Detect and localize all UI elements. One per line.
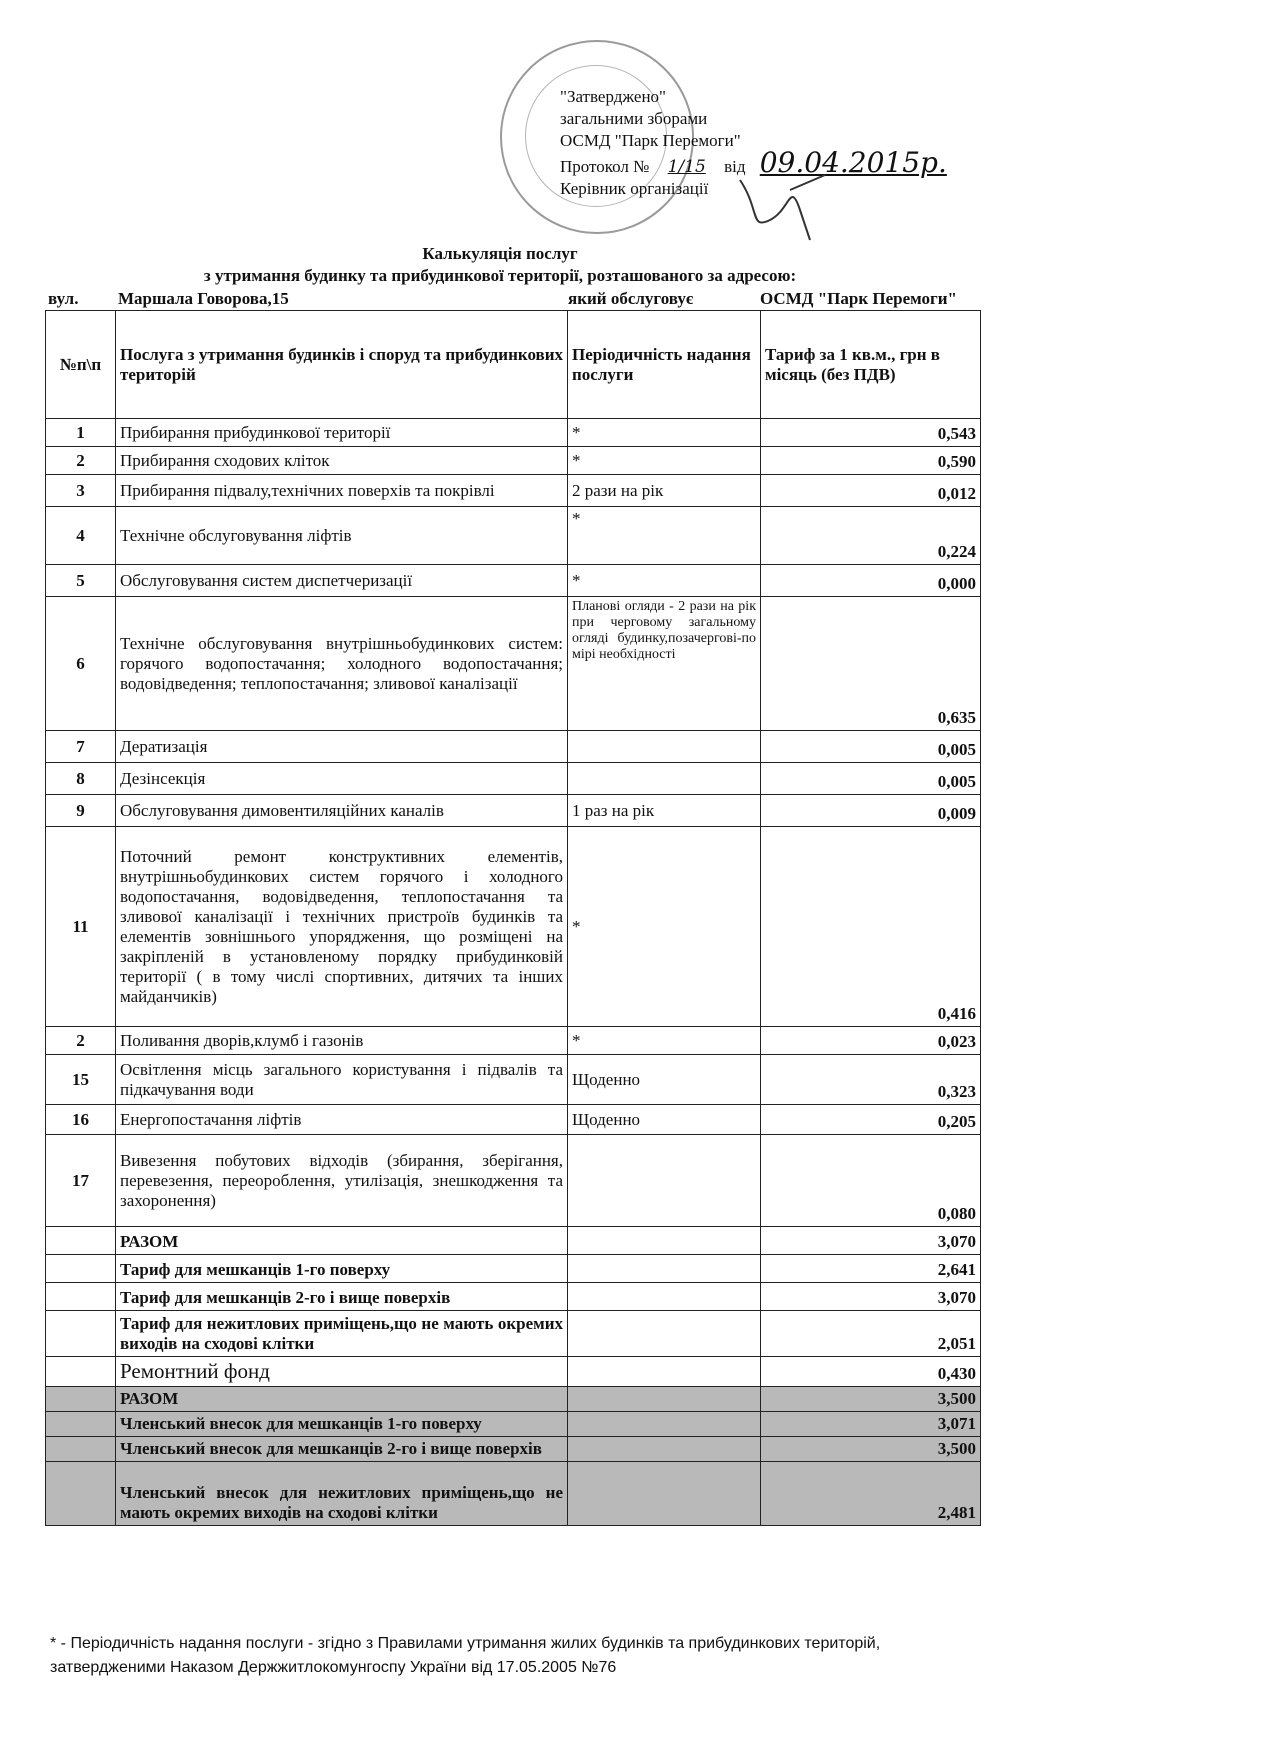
row-period (568, 731, 761, 763)
row-number: 8 (46, 763, 116, 795)
table-row (46, 763, 981, 795)
approval-line-5: Керівник організації (560, 179, 709, 198)
approval-line-3: ОСМД "Парк Перемоги" (560, 131, 741, 150)
repair-period-cell (568, 1357, 761, 1387)
membership-value: 3,500 (761, 1437, 981, 1462)
summary-value: 3,070 (761, 1283, 981, 1311)
table-row (46, 731, 981, 763)
table-row (46, 1055, 981, 1105)
membership-label: Членський внесок для мешканців 1-го поверху (116, 1412, 568, 1437)
table-row (46, 507, 981, 565)
summary-label: РАЗОМ (116, 1227, 568, 1255)
approval-line-1: "Затверджено" (560, 87, 666, 106)
served-by-label: який обслуговує (568, 289, 694, 308)
row-service: Поточний ремонт конструктивних елементів, внутрішньобудинкових систем горячого і холодного водопостачання, водовідведення, теплопостачання та зливової каналізації і технічних пристроїв будинків та елементів зовнішнього упорядження, що розміщені на закріпленій в установленому порядку прибудинковій території ( в тому числі спортивних, дитячих та інших майданчиків) (116, 827, 568, 1027)
membership-row (46, 1462, 981, 1526)
header-period: Періодичність надання послуги (568, 311, 761, 419)
repair-fund-value: 0,430 (761, 1357, 981, 1387)
row-period: * (568, 419, 761, 447)
row-service: Обслуговування димовентиляційних каналів (116, 795, 568, 827)
row-tariff: 0,000 (761, 565, 981, 597)
row-period: 2 рази на рік (568, 475, 761, 507)
membership-label: РАЗОМ (116, 1387, 568, 1412)
row-tariff: 0,005 (761, 731, 981, 763)
header-service: Послуга з утримання будинків і споруд та прибудинкових територій (116, 311, 568, 419)
summary-row (46, 1255, 981, 1283)
summary-row (46, 1311, 981, 1357)
row-period: Щоденно (568, 1055, 761, 1105)
footnote (50, 1632, 990, 1680)
membership-value: 3,500 (761, 1387, 981, 1412)
row-period (568, 1135, 761, 1227)
membership-row (46, 1412, 981, 1437)
row-service: Технічне обслуговування внутрішньобудинкових систем: горячого водопостачання; холодного водопостачання; водовідведення; теплопостачання; зливової каналізації (116, 597, 568, 731)
row-service: Прибирання прибудинкової території (116, 419, 568, 447)
address-prefix: вул. (48, 289, 79, 308)
row-period: * (568, 1027, 761, 1055)
protocol-number: 1/15 (667, 157, 706, 177)
row-service: Технічне обслуговування ліфтів (116, 507, 568, 565)
row-tariff: 0,023 (761, 1027, 981, 1055)
summary-label: Тариф для нежитлових приміщень,що не мають окремих виходів на сходові клітки (116, 1311, 568, 1357)
row-tariff: 0,080 (761, 1135, 981, 1227)
row-tariff: 0,635 (761, 597, 981, 731)
summary-label: Тариф для мешканців 2-го і вище поверхів (116, 1283, 568, 1311)
row-period: * (568, 565, 761, 597)
table-row (46, 597, 981, 731)
summary-value: 2,051 (761, 1311, 981, 1357)
summary-num-cell (46, 1311, 116, 1357)
row-service: Дератизація (116, 731, 568, 763)
summary-value: 2,641 (761, 1255, 981, 1283)
membership-num-cell (46, 1437, 116, 1462)
summary-period-cell (568, 1311, 761, 1357)
row-service: Прибирання підвалу,технічних поверхів та покрівлі (116, 475, 568, 507)
protocol-from: від (724, 157, 746, 176)
table-row (46, 1105, 981, 1135)
row-period (568, 763, 761, 795)
table-header-row (46, 311, 981, 419)
repair-fund-row (46, 1357, 981, 1387)
row-period: * (568, 447, 761, 475)
row-number: 5 (46, 565, 116, 597)
summary-row (46, 1227, 981, 1255)
table-row (46, 1135, 981, 1227)
membership-period-cell (568, 1387, 761, 1412)
table-row (46, 475, 981, 507)
summary-num-cell (46, 1283, 116, 1311)
summary-num-cell (46, 1227, 116, 1255)
row-number: 3 (46, 475, 116, 507)
row-number: 15 (46, 1055, 116, 1105)
row-number: 2 (46, 447, 116, 475)
membership-label: Членський внесок для нежитлових приміщень,що не мають окремих виходів на сходові клітки (116, 1462, 568, 1526)
row-number: 1 (46, 419, 116, 447)
row-period: Планові огляди - 2 рази на рік при черговому загальному огляді будинку,позачергові-по мірі необхідності (568, 597, 761, 731)
summary-period-cell (568, 1283, 761, 1311)
repair-fund-label: Ремонтний фонд (116, 1357, 568, 1387)
row-service: Енергопостачання ліфтів (116, 1105, 568, 1135)
table-row (46, 419, 981, 447)
membership-value: 3,071 (761, 1412, 981, 1437)
header-num: №п\п (46, 311, 116, 419)
document-title: Калькуляція послуг (422, 244, 578, 263)
summary-row (46, 1283, 981, 1311)
footnote-line-2: затвердженими Наказом Держжитлокомунгоспу України від 17.05.2005 №76 (50, 1659, 617, 1676)
membership-period-cell (568, 1462, 761, 1526)
row-tariff: 0,590 (761, 447, 981, 475)
summary-num-cell (46, 1255, 116, 1283)
row-number: 2 (46, 1027, 116, 1055)
row-number: 6 (46, 597, 116, 731)
row-tariff: 0,005 (761, 763, 981, 795)
summary-period-cell (568, 1227, 761, 1255)
summary-period-cell (568, 1255, 761, 1283)
row-number: 17 (46, 1135, 116, 1227)
repair-num-cell (46, 1357, 116, 1387)
row-service: Вивезення побутових відходів (збирання, зберігання, перевезення, переороблення, утилізація, знешкодження та захоронення) (116, 1135, 568, 1227)
membership-num-cell (46, 1387, 116, 1412)
row-tariff: 0,416 (761, 827, 981, 1027)
row-service: Прибирання сходових кліток (116, 447, 568, 475)
header-tariff: Тариф за 1 кв.м., грн в місяць (без ПДВ) (761, 311, 981, 419)
membership-period-cell (568, 1412, 761, 1437)
row-tariff: 0,012 (761, 475, 981, 507)
protocol-prefix: Протокол № (560, 157, 650, 176)
membership-label: Членський внесок для мешканців 2-го і вище поверхів (116, 1437, 568, 1462)
row-number: 16 (46, 1105, 116, 1135)
row-tariff: 0,009 (761, 795, 981, 827)
membership-row (46, 1387, 981, 1412)
row-period: * (568, 507, 761, 565)
row-period: Щоденно (568, 1105, 761, 1135)
table-row (46, 447, 981, 475)
row-tariff: 0,205 (761, 1105, 981, 1135)
membership-num-cell (46, 1412, 116, 1437)
row-tariff: 0,224 (761, 507, 981, 565)
row-tariff: 0,543 (761, 419, 981, 447)
row-number: 9 (46, 795, 116, 827)
footnote-line-1: * - Періодичність надання послуги - згідно з Правилами утримання жилих будинків та прибудинкових територій, (50, 1635, 881, 1652)
membership-period-cell (568, 1437, 761, 1462)
table-row (46, 565, 981, 597)
organization-name: ОСМД "Парк Перемоги" (760, 289, 957, 308)
summary-label: Тариф для мешканців 1-го поверху (116, 1255, 568, 1283)
row-service: Обслуговування систем диспетчеризації (116, 565, 568, 597)
table-row (46, 827, 981, 1027)
row-period: 1 раз на рік (568, 795, 761, 827)
membership-value: 2,481 (761, 1462, 981, 1526)
table-row (46, 1027, 981, 1055)
row-service: Освітлення місць загального користування і підвалів та підкачування води (116, 1055, 568, 1105)
row-number: 7 (46, 731, 116, 763)
row-service: Поливання дворів,клумб і газонів (116, 1027, 568, 1055)
document-subtitle: з утримання будинку та прибудинкової території, розташованого за адресою: (203, 266, 797, 285)
services-table (45, 310, 981, 1526)
row-service: Дезінсекція (116, 763, 568, 795)
signature (730, 170, 850, 250)
row-number: 11 (46, 827, 116, 1027)
row-tariff: 0,323 (761, 1055, 981, 1105)
address-street: Маршала Говорова,15 (118, 289, 289, 308)
approval-line-2: загальними зборами (560, 109, 708, 128)
protocol-date: 09.04.2015р. (759, 146, 947, 179)
membership-num-cell (46, 1462, 116, 1526)
summary-value: 3,070 (761, 1227, 981, 1255)
table-row (46, 795, 981, 827)
membership-row (46, 1437, 981, 1462)
row-period: * (568, 827, 761, 1027)
row-number: 4 (46, 507, 116, 565)
